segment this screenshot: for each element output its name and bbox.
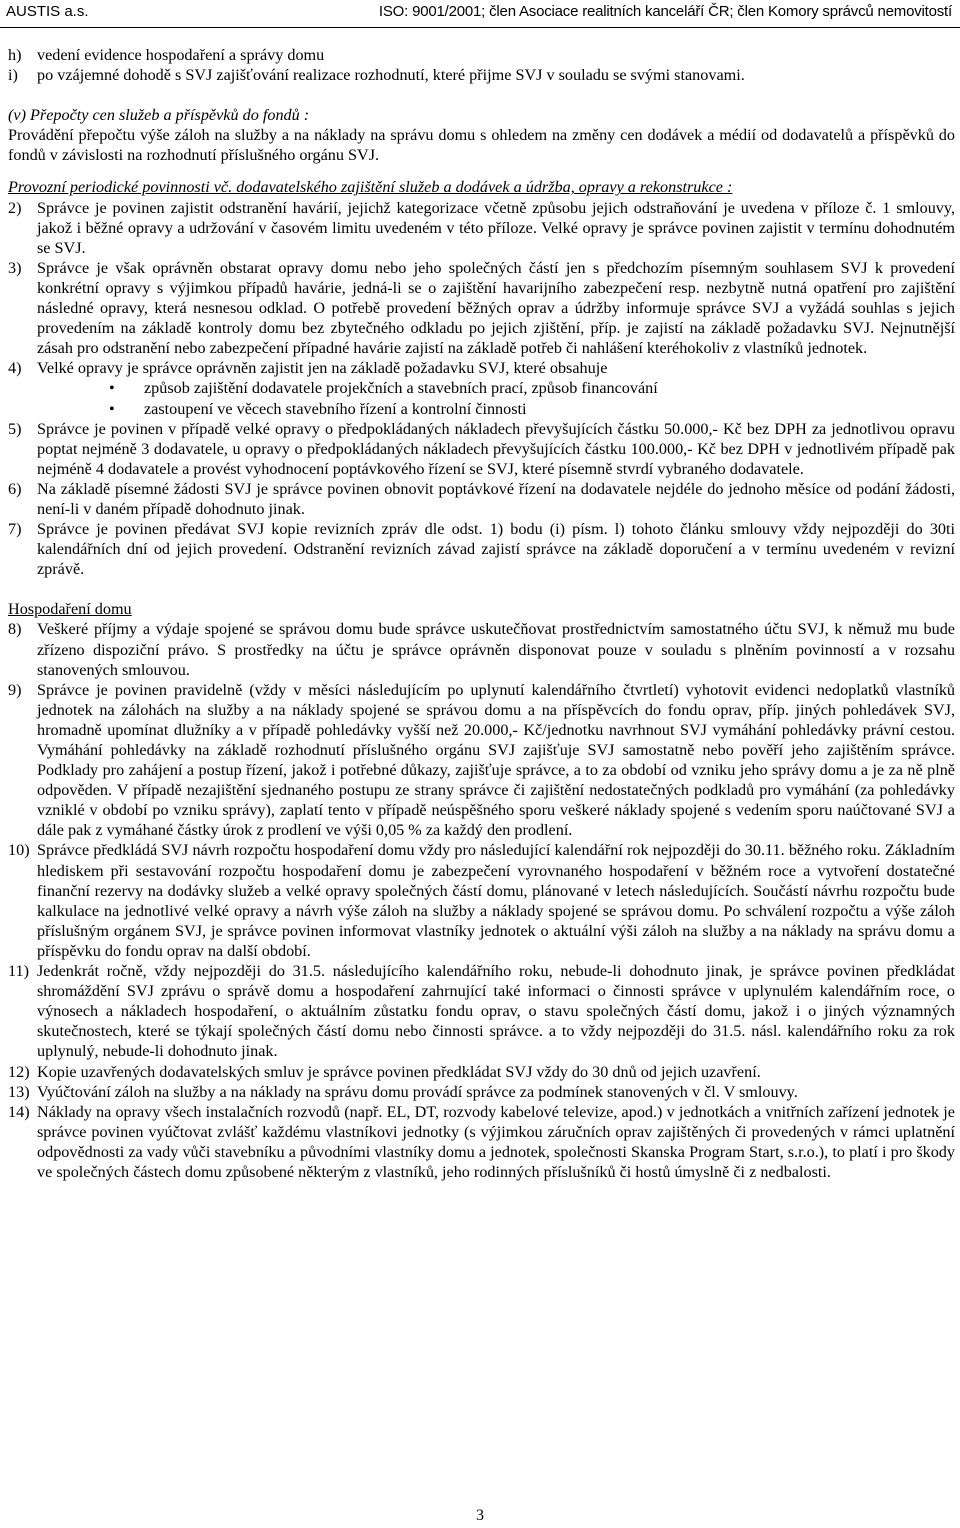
paragraph-text: Jedenkrát ročně, vždy nejpozději do 31.5. následujícího kalendářního roku, nebude-li dohodnuto jinak, je správce povinen předkládat shromáždění SVJ zprávu o správě domu a hospodaření zahrnující také informaci o činnosti správce v uplynulém kalendářním roce, o výnosech a nákladech hospodaření, o aktuálním zůstatku fondu oprav, o stavu společných částí domu, jakož i o jiných významných skutečnostech, které se týkají společných částí domu nebo činnosti správce. a to vždy nejpozději do 31.5. násl. kalendářního roku za rok uplynulý, nebude-li dohodnuto jinak. [37, 962, 955, 1061]
company-name: AUSTIS a.s. [6, 3, 89, 20]
paragraph-number: 9) [8, 680, 22, 699]
item-text: po vzájemné dohodě s SVJ zajišťování realizace rozhodnutí, které přijme SVJ v souladu se svými stanovami. [37, 66, 745, 85]
header-rule [0, 27, 960, 28]
paragraph-text: Správce je však oprávněn obstarat opravy domu nebo jeho společných částí jen s předchozím písemným souhlasem SVJ k provedení konkrétní opravy s výjimkou případů havárie, jedná-li se o zajištění havarijního zabezpečení resp. nezbytně nutná opatření pro zajištění následné opravy, která nesnesou odklad. O potřebě provedení běžných oprav a údržby informuje správce SVJ a vyžádá souhlas s jejich provedením na základě kontroly domu bez zbytečného odkladu po jejich zjištění, příp. je zajistí na základě požadavku SVJ. Nejnutnější zásah pro odstranění nebo zabezpečení případné havárie zajistí na základě potřeb či nahlášení kteréhokoliv z vlastníků jednotek. [37, 258, 955, 358]
bullet-text: zastoupení ve věcech stavebního řízení a kontrolní činnosti [144, 399, 527, 418]
bullet-list [8, 378, 955, 418]
numbered-paragraph-13 [8, 1082, 955, 1102]
paragraph-number: 6) [8, 479, 22, 498]
numbered-paragraph-3 [8, 258, 955, 358]
bullet-text: způsob zajištění dodavatele projekčních a stavebních prací, způsob financování [144, 379, 658, 398]
item-text: vedení evidence hospodaření a správy domu [37, 46, 325, 64]
item-marker: i) [8, 66, 18, 85]
bullet-icon: • [109, 399, 115, 418]
section-v-text: Provádění přepočtu výše záloh na služby a na náklady na správu domu s ohledem na změny cen dodávek a médií od dodavatelů a příspěvků do fondů v závislosti na rozhodnutí příslušného orgánu SVJ. [8, 126, 955, 165]
numbered-paragraph-6 [8, 479, 955, 519]
numbered-paragraph-10 [8, 840, 955, 961]
paragraph-number: 13) [8, 1082, 30, 1101]
paragraph-text: Správce předkládá SVJ návrh rozpočtu hospodaření domu vždy pro následující kalendářní rok nejpozději do 30.11. běžného roku. Základním hlediskem při sestavování rozpočtu hospodaření domu je zabezpečení vyrovnaného hospodaření v běžném roce a vytvoření dostatečné finanční rezervy na dodávky služeb a velké opravy společných částí domu, plánované v letech následujících. Součástí návrhu rozpočtu bude kalkulace na jednotlivé velké opravy a návrh výše záloh na služby a náklady spojené se správou domu. Po schválení rozpočtu a výše záloh příslušným orgánem SVJ, je správce povinen informovat vlastníky jednotek o aktuální výši záloh na služby a na náklady na správu domu a příspěvku do fondu oprav na další období. [37, 841, 955, 960]
spacer [8, 165, 955, 177]
numbered-paragraph-5 [8, 419, 955, 479]
section-provozni-heading: Provozní periodické povinnosti vč. dodavatelského zajištění služeb a dodávek a údržba, opravy a rekonstrukce : [8, 178, 733, 197]
bullet-item [8, 399, 955, 419]
paragraph-text: Správce je povinen zajistit odstranění havárií, jejichž kategorizace včetně způsobu jejich odstraňování je uvedena v příloze č. 1 smlouvy, jakož i běžné opravy a udržování v časovém limitu uvedeném v této příloze. Velké opravy je správce povinen zajistit v termínu dohodnutém se SVJ. [37, 198, 955, 257]
paragraph-text: Velké opravy je správce oprávněn zajistit jen na základě požadavku SVJ, které obsahuje [37, 359, 608, 378]
spacer [8, 579, 955, 599]
document-body [8, 45, 955, 1182]
paragraph-number: 2) [8, 198, 22, 217]
item-marker: h) [8, 46, 22, 64]
paragraph-number: 12) [8, 1062, 30, 1081]
numbered-paragraph-9 [8, 680, 955, 841]
paragraph-number: 3) [8, 258, 22, 277]
paragraph-number: 4) [8, 359, 22, 378]
paragraph-number: 10) [8, 841, 30, 860]
numbered-paragraph-8 [8, 619, 955, 679]
paragraph-number: 7) [8, 520, 22, 539]
numbered-paragraph-2 [8, 198, 955, 258]
paragraph-text: Vyúčtování záloh na služby a na náklady na správu domu provádí správce za podmínek stanovených v čl. V smlouvy. [37, 1082, 798, 1101]
page-header [0, 0, 960, 22]
numbered-paragraph-4 [8, 358, 955, 378]
list-item-h [8, 45, 955, 65]
paragraph-text: Náklady na opravy všech instalačních rozvodů (např. EL, DT, rozvody kabelové televize, apod.) v jednotkách a vnitřních zařízení jednotek je správce povinen vyúčtovat zvlášť každému vlastníkovi jednotky (s výjimkou záručních oprav zajištěných či provedených v rámci uplatnění odpovědnosti za vady vůči stavebníku a původními vlastníky domu a jednotek, společnosti Skanska Program Start, s.r.o.), to platí i pro škody ve společných částech domu způsobené některým z vlastníků, jeho rodinných příslušníků či hostů úmyslně či z nedbalosti. [37, 1102, 955, 1181]
numbered-paragraph-7 [8, 519, 955, 579]
section-v-heading: (v) Přepočty cen služeb a příspěvků do fondů : [8, 106, 310, 125]
paragraph-text: Správce je povinen předávat SVJ kopie revizních zpráv dle odst. 1) bodu (i) písm. l) tohoto článku smlouvy vždy nejpozději do 30ti kalendářních dní od jejich provedení. Odstranění revizních závad zajistí správce na základě doporučení a v termínu uvedeném v revizní zprávě. [37, 520, 955, 579]
paragraph-number: 11) [8, 962, 29, 981]
paragraph-text: Správce je povinen v případě velké opravy o předpokládaných nákladech převyšujících částku 50.000,- Kč bez DPH za jednotlivou opravu poptat nejméně 3 dodavatele, u opravy o předpokládaných nákladech převyšujících částku 100.000,- Kč bez DPH v jednotlivém případě pak nejméně 4 dodavatele a provést vyhodnocení poptávkového řízení se SVJ, které písemně stvrdí vybraného dodavatele. [37, 419, 955, 478]
bullet-icon: • [109, 379, 115, 398]
paragraph-number: 5) [8, 419, 22, 438]
paragraph-number: 8) [8, 620, 22, 639]
paragraph-text: Správce je povinen pravidelně (vždy v měsíci následujícím po uplynutí kalendářního čtvrtletí) vyhotovit evidenci nedoplatků vlastníků jednotek na zálohách na služby a na náklady spojené se správou domu a na příspěvcích do fondu oprav, příp. jiných pohledávek SVJ, hromadně upomínat dlužníky a v případě pohledávky vyšší než 20.000,- Kč/jednotku navrhnout SVJ vymáhání pohledávky právní cestou. Vymáhání pohledávky na základě rozhodnutí příslušného orgánu SVJ zajišťuje SVJ samostatně nebo pověří jeho zajištěním správce. Podklady pro zahájení a postup řízení, jakož i potřebné důkazy, zajišťuje správce, a to za období od vzniku jeho správy domu a je za ně plně odpověden. V případě nezajištění sjednaného postupu ze strany správce či zajištění nedostatečných podkladů pro vymáhání (za pohledávky vzniklé v období po vzniku správy), zaplatí tento v případě neúspěšného sporu veškeré náklady spojené s vedením sporu naúčtované SVJ a dále pak z vymáhané částky úrok z prodlení ve výši 0,05 % za každý den prodlení. [37, 680, 955, 840]
page-number: 3 [476, 1507, 484, 1524]
list-item-i [8, 65, 955, 85]
paragraph-number: 14) [8, 1102, 30, 1121]
bullet-item [8, 378, 955, 398]
certification-note: ISO: 9001/2001; člen Asociace realitních kanceláří ČR; člen Komory správců nemovitostí [378, 3, 952, 20]
paragraph-text: Veškeré příjmy a výdaje spojené se správou domu bude správce uskutečňovat prostřednictvím samostatného účtu SVJ, k němuž mu bude zřízeno dispoziční právo. S prostředky na účtu je správce oprávněn disponovat pouze v souladu s plněním povinností a v rozsahu stanovených smlouvou. [37, 620, 955, 679]
spacer [8, 85, 955, 105]
paragraph-text: Kopie uzavřených dodavatelských smluv je správce povinen předkládat SVJ vždy do 30 dnů od jejich uzavření. [37, 1062, 761, 1081]
numbered-paragraph-12 [8, 1062, 955, 1082]
section-hospodareni-heading: Hospodaření domu [8, 600, 132, 619]
numbered-paragraph-14 [8, 1102, 955, 1182]
numbered-paragraph-11 [8, 961, 955, 1061]
paragraph-text: Na základě písemné žádosti SVJ je správce povinen obnovit poptávkové řízení na dodavatele nejdéle do jednoho měsíce od podání žádosti, není-li v daném případě dohodnuto jinak. [37, 479, 955, 518]
